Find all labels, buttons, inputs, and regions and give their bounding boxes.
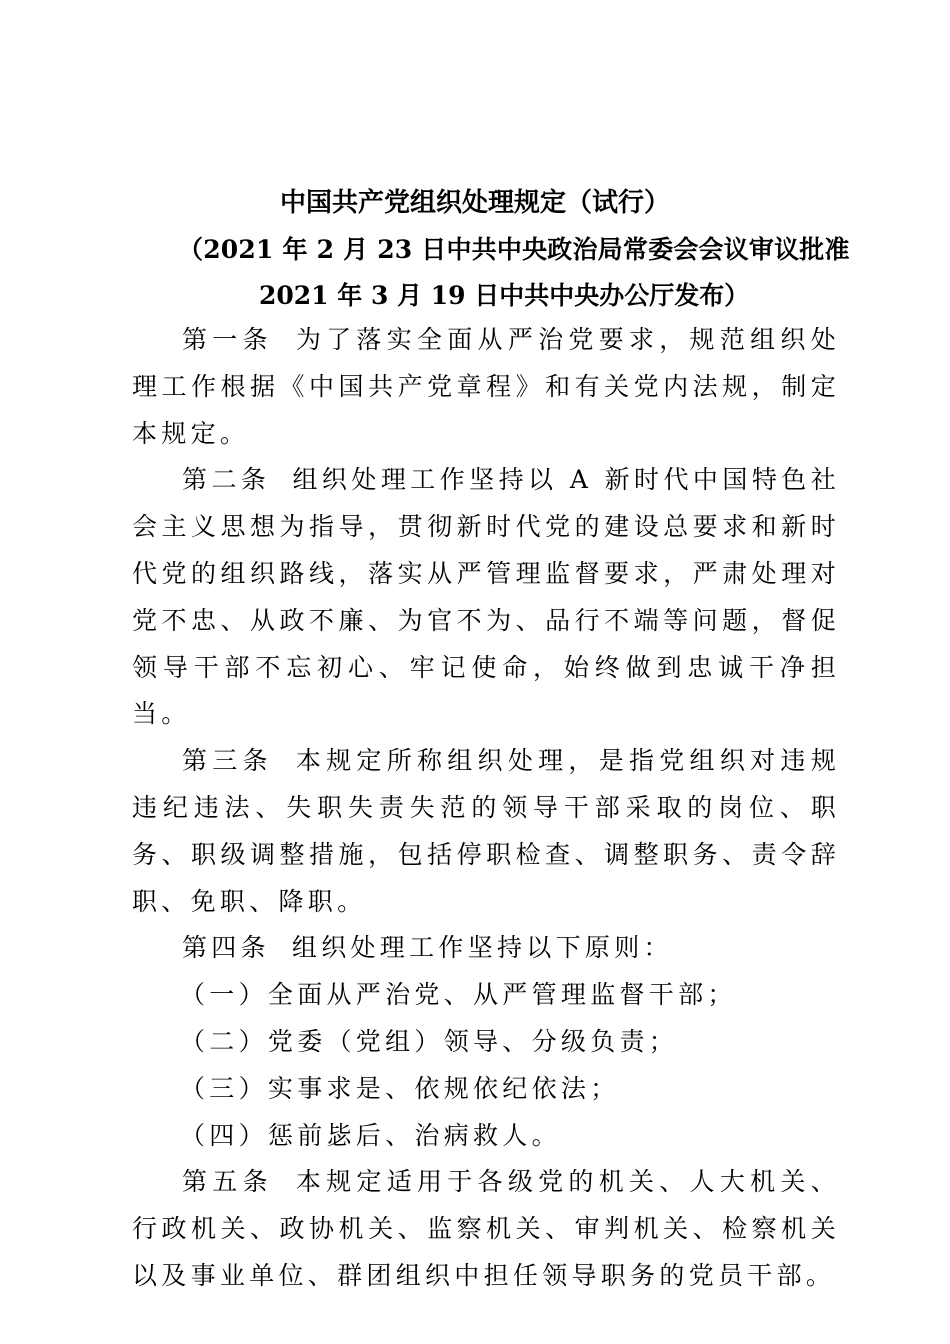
article-3-text: 本规定所称组织处理，是指党组织对违规违纪违法、失职失责失范的领导干部采取的岗位、职务、职级调整措施，包括停职检查、调整职务、责令辞职、免职、降职。 [132,746,840,916]
article-5-text: 本规定适用于各级党的机关、人大机关、行政机关、政协机关、监察机关、审判机关、检察机关以及事业单位、群团组织中担任领导职务的党员干部。 [132,1167,840,1290]
document-body [132,317,840,1300]
article-2 [132,457,840,738]
document-subtitle-issuance: 2021 年 3 月 19 日中共中央办公厅发布） [259,281,750,310]
article-5 [132,1159,840,1299]
article-2-text: 组织处理工作坚持以 A 新时代中国特色社会主义思想为指导，贯彻新时代党的建设总要求和新时代党的组织路线，落实从严管理监督要求，严肃处理对党不忠、从政不廉、为官不为、品行不端等问题，督促领导干部不忘初心、牢记使命，始终做到忠诚干净担当。 [132,465,841,729]
article-3 [132,738,840,925]
article-4 [132,925,840,972]
principle-item: （一）全面从严治党、从严管理监督干部； [180,980,737,1010]
article-4-label: 第四条 [182,933,270,963]
principle-item: （四）惩前毖后、治病救人。 [180,1120,561,1150]
article-4-text: 组织处理工作坚持以下原则： [291,933,673,963]
document-title: 中国共产党组织处理规定（试行） [279,188,670,218]
principle-item: （二）党委（党组）领导、分级负责； [180,1026,679,1056]
article-5-label: 第五条 [182,1167,273,1197]
article-3-label: 第三条 [182,746,273,776]
article-2-label: 第二条 [182,465,271,495]
principle-item: （三）实事求是、依规依纪依法； [180,1073,620,1103]
article-1 [132,317,840,457]
article-1-text: 为了落实全面从严治党要求，规范组织处理工作根据《中国共产党章程》和有关党内法规，制定本规定。 [132,325,840,448]
document-subtitle-approval: （2021 年 2 月 23 日中共中央政治局常委会会议审议批准 [178,235,850,264]
article-1-label: 第一条 [182,325,273,354]
